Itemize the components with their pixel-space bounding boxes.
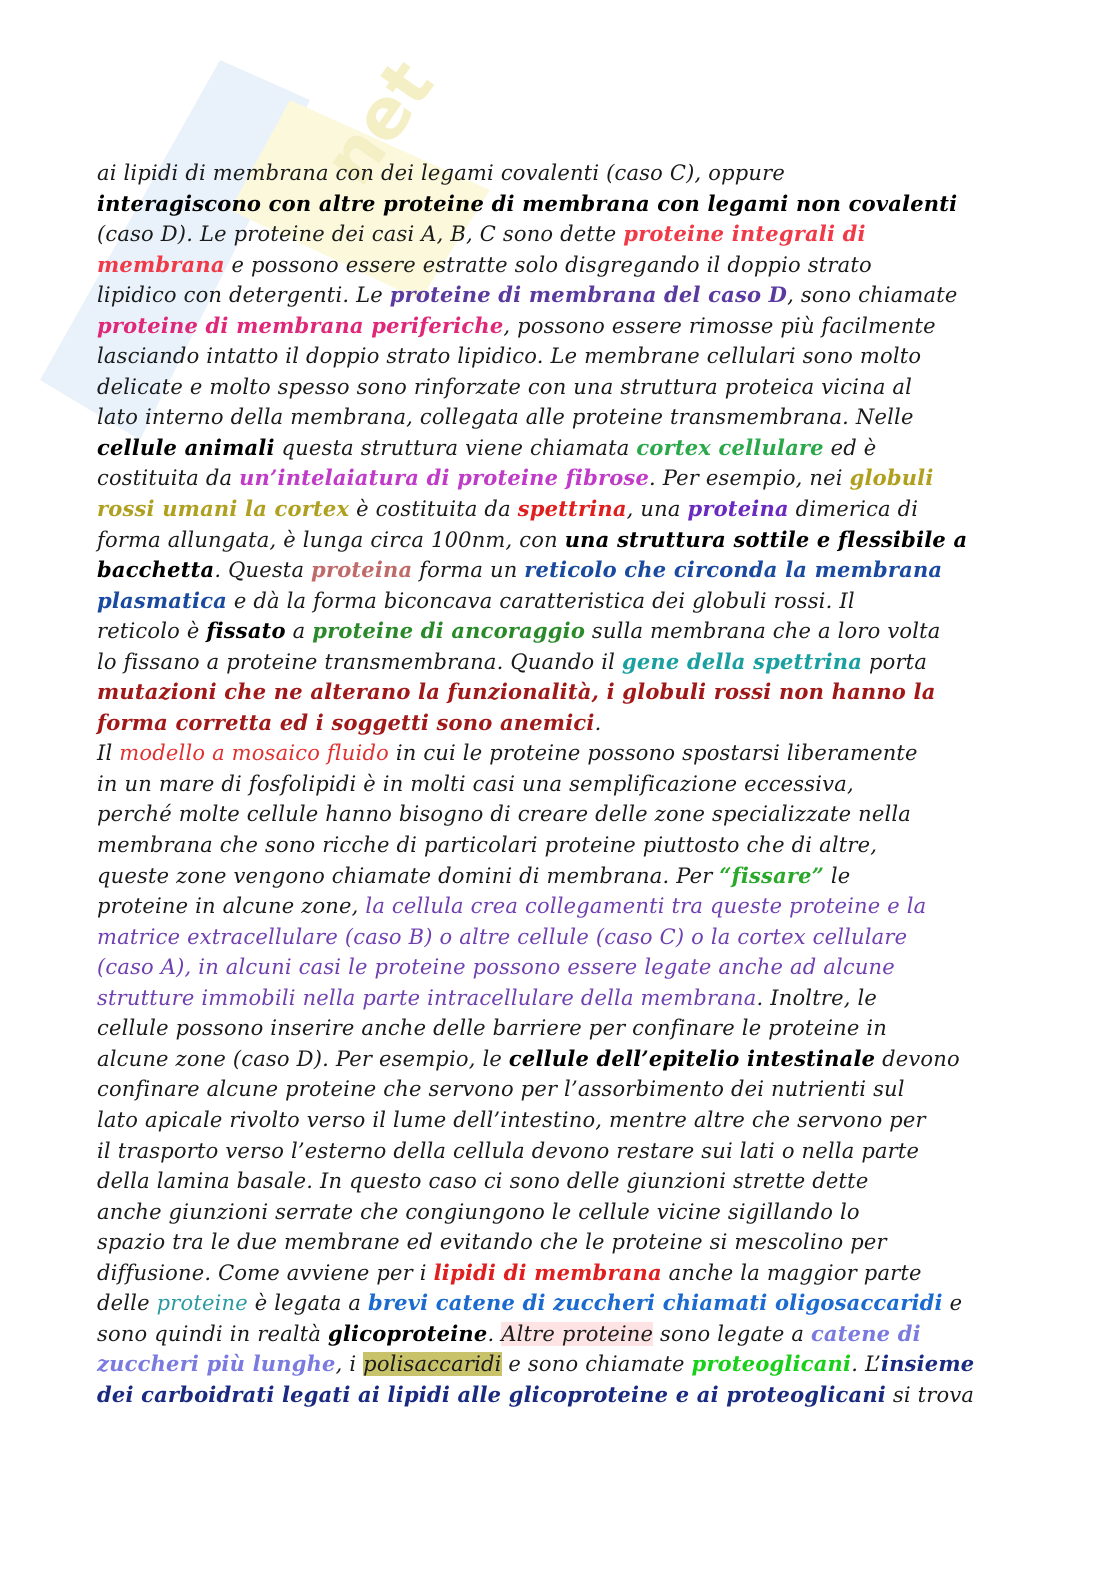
text-segment: dimerica di bbox=[788, 497, 919, 522]
text-segment: lato interno della membrana, collegata alle proteine transmembrana. Nelle bbox=[97, 405, 914, 430]
text-segment: matrice extracellulare (caso B) o altre cellule (caso C) o la cortex cellulare bbox=[97, 924, 908, 949]
text-segment: devono bbox=[875, 1046, 960, 1071]
text-line bbox=[97, 372, 1012, 403]
text-segment: reticolo è bbox=[97, 619, 207, 644]
text-segment: , i bbox=[335, 1352, 364, 1377]
text-segment: ed è bbox=[823, 435, 877, 460]
text-segment: . bbox=[594, 710, 602, 735]
emphasized-text: brevi catene di zuccheri chiamati oligosaccaridi bbox=[368, 1290, 943, 1316]
text-segment: è legata a bbox=[247, 1291, 368, 1316]
document-body bbox=[97, 158, 1012, 1410]
emphasized-text: fissato bbox=[206, 618, 286, 644]
emphasized-text: cellule dell’epitelio intestinale bbox=[508, 1045, 876, 1071]
text-line bbox=[97, 983, 1012, 1014]
text-line bbox=[97, 861, 1012, 892]
emphasized-text: interagiscono con altre proteine di membrana con legami non covalenti bbox=[97, 190, 958, 216]
text-segment: anche giunzioni serrate che congiungono le cellule vicine sigillando lo bbox=[97, 1199, 860, 1224]
text-segment: sono legate a bbox=[653, 1321, 811, 1346]
text-segment: proteine bbox=[156, 1291, 248, 1316]
text-segment: queste zone vengono chiamate domini di membrana. Per bbox=[97, 863, 720, 888]
text-segment: della lamina basale. In questo caso ci sono delle giunzioni strette dette bbox=[97, 1169, 869, 1194]
text-line bbox=[97, 799, 1012, 830]
text-segment: in un mare di fosfolipidi è in molti casi una semplificazione eccessiva, bbox=[97, 771, 854, 796]
emphasized-text: proteina bbox=[311, 557, 413, 583]
emphasized-text: plasmatica bbox=[97, 587, 227, 613]
emphasized-text: proteine di membrana del caso D bbox=[389, 282, 788, 308]
text-line bbox=[97, 952, 1012, 983]
emphasized-text: dei carboidrati legati ai lipidi alle glicoproteine e ai proteoglicani bbox=[97, 1381, 886, 1407]
text-segment: forma allungata, è lunga circa 100nm, con bbox=[97, 527, 565, 552]
text-segment: . Questa bbox=[214, 558, 312, 583]
text-segment: polisaccaridi bbox=[363, 1352, 502, 1377]
text-line bbox=[97, 647, 1012, 678]
emphasized-text: spettrina bbox=[517, 496, 627, 522]
emphasized-text: reticolo che circonda la membrana bbox=[524, 557, 943, 583]
text-segment: costituita da bbox=[97, 466, 240, 491]
text-line bbox=[97, 494, 1012, 525]
text-segment: e sono chiamate bbox=[501, 1352, 692, 1377]
text-line bbox=[97, 555, 1012, 586]
text-segment: la cellula crea collegamenti tra queste proteine e la bbox=[365, 894, 927, 919]
text-line bbox=[97, 1013, 1012, 1044]
text-segment: delicate e molto spesso sono rinforzate con una struttura proteica vicina al bbox=[97, 374, 913, 399]
emphasized-text: un’intelaiatura di proteine fibrose bbox=[239, 465, 650, 491]
text-segment: lato apicale rivolto verso il lume dell’intestino, mentre altre che servono per bbox=[97, 1107, 926, 1132]
text-segment: questa struttura viene chiamata bbox=[274, 435, 637, 460]
text-segment: lo fissano a proteine transmembrana. Quando il bbox=[97, 649, 622, 674]
emphasized-text: proteina bbox=[687, 496, 789, 522]
emphasized-text: glicoproteine bbox=[327, 1320, 488, 1346]
emphasized-text: proteine di ancoraggio bbox=[312, 618, 586, 644]
emphasized-text: membrana bbox=[97, 251, 225, 277]
emphasized-text: proteoglicani bbox=[691, 1351, 852, 1377]
text-segment: cellule possono inserire anche delle barriere per confinare le proteine in bbox=[97, 1016, 887, 1041]
text-line bbox=[97, 1105, 1012, 1136]
text-segment: il trasporto verso l’esterno della cellula devono restare sui lati o nella parte bbox=[97, 1138, 920, 1163]
emphasized-text: cellule animali bbox=[97, 434, 275, 460]
text-line bbox=[97, 830, 1012, 861]
text-line bbox=[97, 1349, 1012, 1380]
text-segment: Altre proteine bbox=[501, 1321, 654, 1346]
text-line bbox=[97, 738, 1012, 769]
emphasized-text: lipidi di membrana bbox=[433, 1259, 662, 1285]
text-segment: e dà la forma biconcava caratteristica dei globuli rossi. Il bbox=[227, 588, 855, 613]
text-line bbox=[97, 1136, 1012, 1167]
emphasized-text: globuli bbox=[849, 465, 934, 491]
text-segment: alcune zone (caso D). Per esempio, le bbox=[97, 1046, 509, 1071]
text-line bbox=[97, 189, 1012, 220]
text-line bbox=[97, 341, 1012, 372]
text-line bbox=[97, 1197, 1012, 1228]
text-line bbox=[97, 219, 1012, 250]
emphasized-text: insieme bbox=[880, 1351, 975, 1377]
text-segment: , una bbox=[626, 497, 688, 522]
text-segment: spazio tra le due membrane ed evitando che le proteine si mescolino per bbox=[97, 1230, 887, 1255]
text-segment: . bbox=[487, 1321, 502, 1346]
text-line bbox=[97, 1227, 1012, 1258]
emphasized-text: una struttura sottile e flessibile a bbox=[564, 526, 968, 552]
text-line bbox=[97, 1380, 1012, 1411]
text-line bbox=[97, 433, 1012, 464]
text-segment: strutture immobili nella parte intracellulare della membrana bbox=[97, 985, 757, 1010]
text-line bbox=[97, 891, 1012, 922]
text-line bbox=[97, 158, 1012, 189]
text-line bbox=[97, 311, 1012, 342]
emphasized-text: gene della spettrina bbox=[621, 648, 863, 674]
text-segment: . L’ bbox=[851, 1352, 881, 1377]
text-line bbox=[97, 1044, 1012, 1075]
text-segment: proteine in alcune zone, bbox=[97, 894, 366, 919]
text-line bbox=[97, 525, 1012, 556]
text-segment: (caso A), in alcuni casi le proteine possono essere legate anche ad alcune bbox=[97, 955, 895, 980]
watermark-text: net bbox=[307, 45, 450, 200]
text-line bbox=[97, 616, 1012, 647]
emphasized-text: proteine di membrana periferiche bbox=[97, 312, 504, 338]
text-line bbox=[97, 769, 1012, 800]
emphasized-text: bacchetta bbox=[97, 557, 215, 583]
text-segment: diffusione. Come avviene per i bbox=[97, 1260, 434, 1285]
text-line bbox=[97, 1074, 1012, 1105]
text-segment: delle bbox=[97, 1291, 157, 1316]
emphasized-text: zuccheri più lunghe bbox=[97, 1351, 336, 1377]
emphasized-text: mutazioni che ne alterano la funzionalità, i globuli rossi non hanno la bbox=[97, 679, 936, 705]
text-segment: lipidico con detergenti. Le bbox=[97, 283, 390, 308]
text-segment: . Per esempio, nei bbox=[649, 466, 850, 491]
text-line bbox=[97, 250, 1012, 281]
text-line bbox=[97, 1319, 1012, 1350]
text-segment: e bbox=[942, 1291, 963, 1316]
text-line bbox=[97, 922, 1012, 953]
text-line bbox=[97, 1258, 1012, 1289]
text-segment: le bbox=[824, 863, 851, 888]
text-segment: è costituita da bbox=[349, 497, 518, 522]
text-segment: Il bbox=[97, 741, 120, 766]
text-segment: in cui le proteine possono spostarsi liberamente bbox=[388, 741, 918, 766]
text-segment: , sono chiamate bbox=[787, 283, 958, 308]
text-segment: forma un bbox=[412, 558, 525, 583]
text-segment: porta bbox=[862, 649, 928, 674]
text-line bbox=[97, 1166, 1012, 1197]
emphasized-text: catene di bbox=[810, 1320, 921, 1346]
text-segment: a bbox=[285, 619, 313, 644]
text-segment: confinare alcune proteine che servono per l’assorbimento dei nutrienti sul bbox=[97, 1077, 905, 1102]
text-segment: perché molte cellule hanno bisogno di creare delle zone specializzate nella bbox=[97, 802, 911, 827]
text-segment: si trova bbox=[885, 1382, 975, 1407]
text-segment: sono quindi in realtà bbox=[97, 1321, 328, 1346]
text-line bbox=[97, 280, 1012, 311]
text-segment: , possono essere rimosse più facilmente bbox=[503, 313, 936, 338]
emphasized-text: rossi umani la cortex bbox=[97, 496, 350, 522]
text-line bbox=[97, 586, 1012, 617]
emphasized-text: “fissare” bbox=[719, 862, 824, 888]
text-segment: modello a mosaico fluido bbox=[119, 741, 389, 766]
text-segment: ai lipidi di membrana con dei legami covalenti (caso C), oppure bbox=[97, 161, 786, 185]
text-segment: . Inoltre, le bbox=[756, 985, 877, 1010]
text-segment: e possono essere estratte solo disgregando il doppio strato bbox=[224, 252, 872, 277]
text-segment: membrana che sono ricche di particolari proteine piuttosto che di altre, bbox=[97, 833, 878, 858]
text-line bbox=[97, 677, 1012, 708]
text-segment: anche la maggior parte bbox=[661, 1260, 922, 1285]
text-segment: (caso D). Le proteine dei casi A, B, C sono dette bbox=[97, 222, 624, 247]
emphasized-text: proteine integrali di bbox=[623, 221, 866, 247]
text-line bbox=[97, 1288, 1012, 1319]
text-line bbox=[97, 402, 1012, 433]
text-segment: sulla membrana che a loro volta bbox=[585, 619, 941, 644]
emphasized-text: forma corretta ed i soggetti sono anemici bbox=[97, 709, 595, 735]
text-line bbox=[97, 463, 1012, 494]
text-line bbox=[97, 708, 1012, 739]
text-segment: lasciando intatto il doppio strato lipidico. Le membrane cellulari sono molto bbox=[97, 344, 922, 369]
emphasized-text: cortex cellulare bbox=[636, 434, 824, 460]
